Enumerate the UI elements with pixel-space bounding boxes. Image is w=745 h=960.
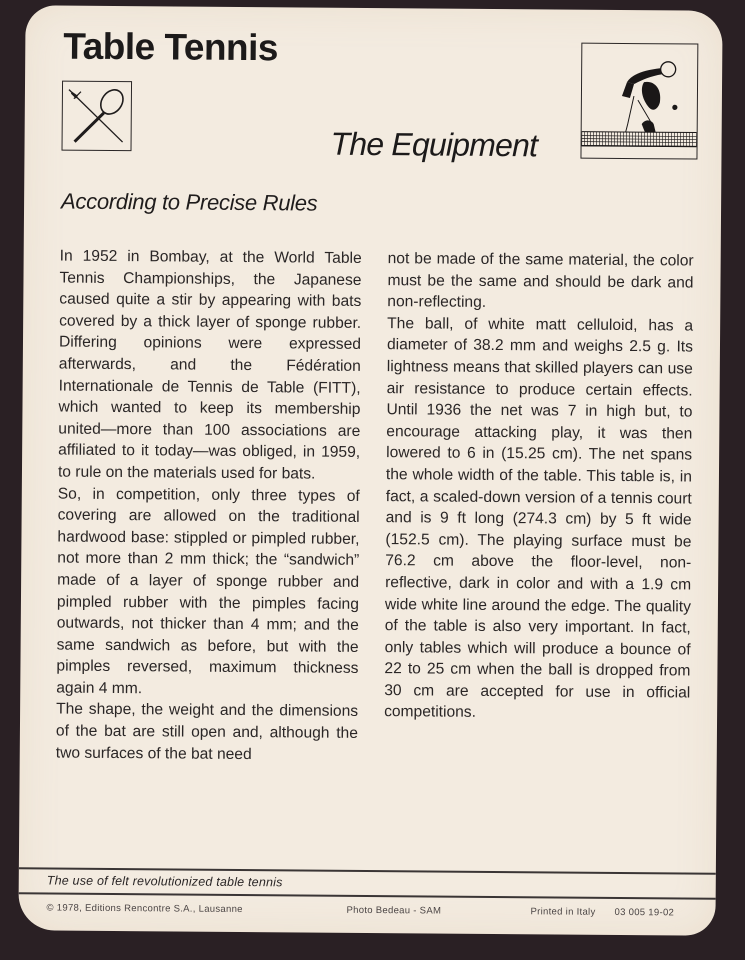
text-column-right (384, 248, 694, 725)
photo-credit: Photo Bedeau - SAM (346, 904, 442, 917)
paragraph: The shape, the weight and the dimensions of the bat are still open and, although the two surfaces of the bat need (55, 701, 359, 763)
footer-divider (19, 892, 716, 899)
card-subtitle: The Equipment (330, 125, 538, 164)
crossed-sword-and-racket-icon (62, 81, 133, 152)
copyright-text: © 1978, Editions Rencontre S.A., Lausanne (46, 902, 243, 916)
paragraph: In 1952 in Bombay, at the World Table Tennis Championships, the Japanese caused quite a stir by appearing with bats covered by a thick layer of sponge rubber. Differing opinions were expressed afterwards, and the Fédération Internationale de Tennis de Table (FITT), which wanted to keep its membership united—more than 100 associations are affiliated to it today—was obliged, in 1959, to rule on the materials used for bats. (57, 247, 362, 483)
table-tennis-player-illustration (580, 43, 698, 160)
card-code: 03 005 19-02 (614, 906, 675, 919)
sport-card (18, 5, 722, 935)
paragraph: The ball, of white matt celluloid, has a diameter of 38.2 mm and weighs 2.5 g. Its lightness means that skilled players can use air resistance to produce certain effects. Until 1936 the net was 7 in high but, to encourage attacking play, it was then lowered to 6 in (15.25 cm). The net spans the whole width of the table. This table is, in fact, a scaled-down version of a tennis court and is 9 ft long (274.3 cm) by 5 ft wide (152.5 cm). The playing surface must be 76.2 cm above the floor-level, non-reflective, dark in color and with a 1.9 cm wide white line around the edge. The quality of the table is also very important. In fact, only tables which will produce a bounce of 22 to 25 cm when the ball is dropped from 30 cm are accepted for use in official competitions. (384, 314, 694, 722)
paragraph: not be made of the same material, the color must be the same and should be dark and non-reflecting. (387, 250, 694, 312)
card-title: Table Tennis (63, 25, 279, 69)
text-column-left (56, 246, 362, 767)
printed-in: Printed in Italy (530, 906, 596, 918)
paragraph: So, in competition, only three types of covering are allowed on the traditional hardwood base: stippled or pimpled rubber, not more than 2 mm thick; the “sandwich” made of a layer of sponge rubber and pimpled rubber with the pimples facing outwards, not thicker than 4 mm; and the same sandwich as before, but with the pimples reversed, maximum thickness again 4 mm. (56, 485, 360, 698)
section-heading: According to Precise Rules (61, 188, 318, 216)
photo-caption: The use of felt revolutionized table tennis (46, 873, 283, 890)
